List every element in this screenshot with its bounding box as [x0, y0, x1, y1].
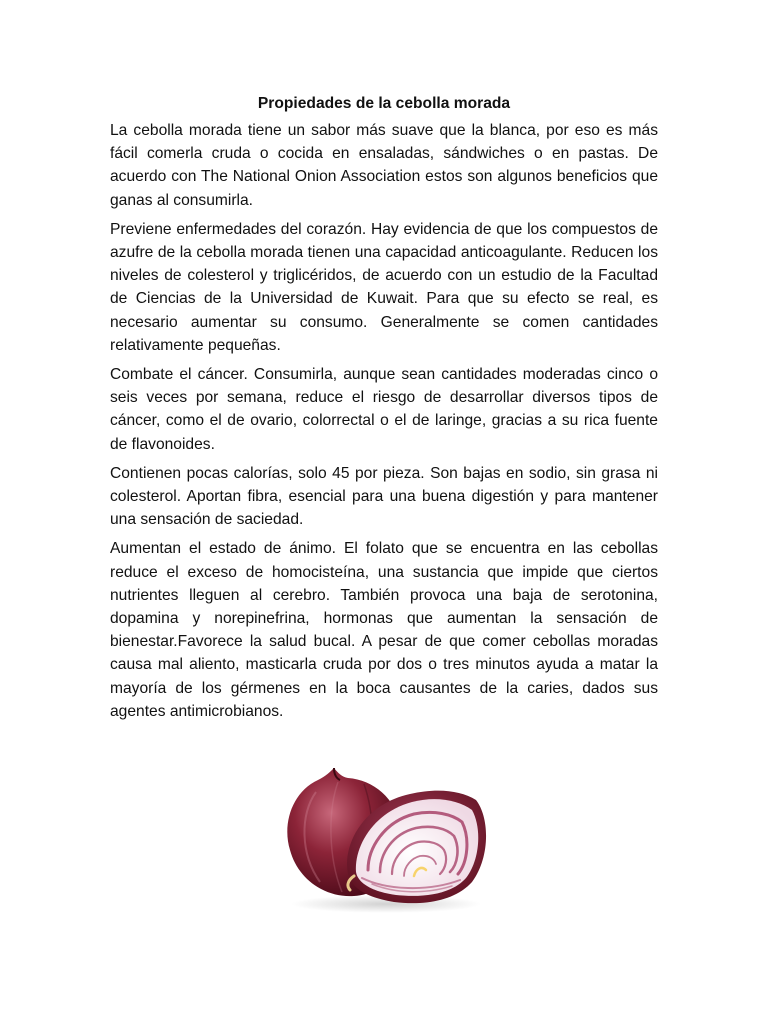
- paragraph-intro: La cebolla morada tiene un sabor más suave que la blanca, por eso es más fácil comerla cruda o cocida en ensaladas, sándwiches o en pastas. De acuerdo con The National Onion Association estos son algunos beneficios que ganas al consumirla.: [110, 122, 658, 209]
- document-title: Propiedades de la cebolla morada: [257, 95, 511, 112]
- document-page: [110, 92, 658, 729]
- red-onion-image: [276, 758, 502, 914]
- paragraph-heart: Previene enfermedades del corazón. Hay evidencia de que los compuestos de azufre de la cebolla morada tienen una capacidad anticoagulante. Reducen los niveles de colesterol y triglicéridos, de acuerdo con un estudio de la Facultad de Ciencias de la Universidad de Kuwait. Para que su efecto se real, es necesario aumentar su consumo. Generalmente se comen cantidades relativamente pequeñas.: [110, 220, 658, 354]
- paragraph-calories: Contienen pocas calorías, solo 45 por pieza. Son bajas en sodio, sin grasa ni colesterol. Aportan fibra, esencial para una buena digestión y para mantener una sensación de saciedad.: [110, 464, 658, 529]
- paragraph-cancer: Combate el cáncer. Consumirla, aunque sean cantidades moderadas cinco o seis veces por semana, reduce el riesgo de desarrollar diversos tipos de cáncer, como el de ovario, colorrectal o el de laringe, gracias a su rica fuente de flavonoides.: [110, 366, 658, 453]
- red-onion-illustration-icon: [276, 758, 502, 914]
- paragraph-mood: Aumentan el estado de ánimo. El folato que se encuentra en las cebollas reduce el exceso de homocisteína, una sustancia que impide que ciertos nutrientes lleguen al cerebro. También provoca una baja de serotonina, dopamina y norepinefrina, hormonas que aumentan la sensación de bienestar.Favorece la salud bucal. A pesar de que comer cebollas moradas causa mal aliento, masticarla cruda por dos o tres minutos ayuda a matar la mayoría de los gérmenes en la boca causantes de la caries, dados sus agentes antimicrobianos.: [110, 540, 658, 720]
